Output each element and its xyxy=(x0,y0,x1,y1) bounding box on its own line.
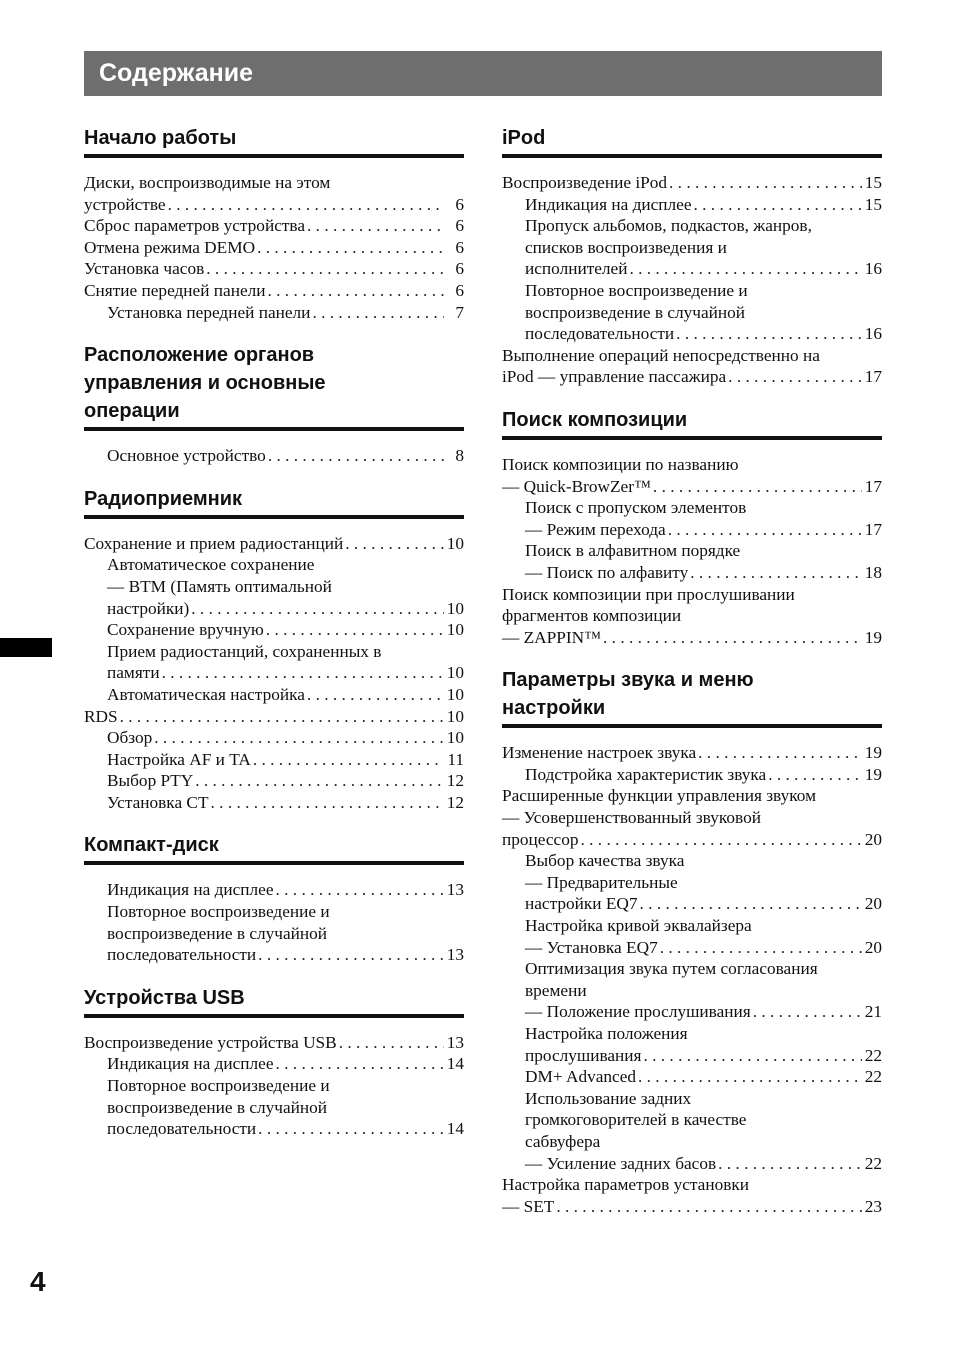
entry-page: 20 xyxy=(864,937,882,957)
toc-entry[interactable] xyxy=(502,1023,882,1066)
section-heading: iPod xyxy=(502,124,882,158)
entry-page: 6 xyxy=(455,216,464,236)
section-heading-line: настройки xyxy=(502,697,606,720)
entry-text-line: Оптимизация звука путем согласования xyxy=(525,959,818,979)
toc-entry[interactable] xyxy=(502,194,882,216)
toc-entry[interactable] xyxy=(84,554,464,619)
toc-section-radio xyxy=(84,485,464,814)
entry-title: Воспроизведение устройства USB xyxy=(84,1032,337,1052)
entry-page: 7 xyxy=(455,302,464,322)
entry-page: 6 xyxy=(455,194,464,214)
toc-entry[interactable] xyxy=(84,792,464,814)
entry-page: 19 xyxy=(864,627,882,647)
toc-section-sound xyxy=(502,666,882,1217)
entry-page: 10 xyxy=(446,684,464,704)
entry-title: Сброс параметров устройства xyxy=(84,216,306,236)
toc-entry[interactable] xyxy=(502,215,882,280)
entry-page: 10 xyxy=(446,706,464,726)
toc-right-column xyxy=(502,124,882,1235)
entry-page: 23 xyxy=(864,1196,882,1216)
toc-entry[interactable] xyxy=(502,1066,882,1088)
entry-title: Сохранение вручную xyxy=(107,620,264,640)
entry-text-line: Выполнение операций непосредственно на xyxy=(502,345,820,365)
toc-entry[interactable] xyxy=(84,1032,464,1054)
entry-page: 19 xyxy=(864,743,882,763)
toc-section-ipod xyxy=(502,124,882,388)
toc-entry[interactable] xyxy=(502,454,882,497)
toc-entry[interactable] xyxy=(84,237,464,259)
section-heading-line: Параметры звука и меню xyxy=(502,669,754,692)
entry-text-line: Повторное воспроизведение и xyxy=(525,280,748,300)
entry-text-line: Прием радиостанций, сохраненных в xyxy=(107,641,382,661)
entry-title: Установка часов xyxy=(84,259,205,279)
toc-entry[interactable] xyxy=(84,445,464,467)
entry-title: — Установка EQ7 xyxy=(525,937,658,957)
entry-page: 10 xyxy=(446,620,464,640)
entry-text-line: Поиск композиции по названию xyxy=(502,454,739,474)
toc-entry[interactable] xyxy=(84,172,464,215)
entry-title: — Режим перехода xyxy=(525,519,666,539)
entry-page: 15 xyxy=(864,173,882,192)
entry-page: 20 xyxy=(864,894,882,914)
entry-title: — Усиление задних басов xyxy=(525,1153,717,1173)
entry-text-line: фрагментов композиции xyxy=(502,606,682,626)
section-heading-line: операции xyxy=(84,400,180,423)
entry-page: 17 xyxy=(864,519,882,539)
entry-page: 19 xyxy=(864,764,882,784)
entry-page: 14 xyxy=(446,1054,464,1074)
toc-entry[interactable] xyxy=(84,280,464,302)
entry-page: 17 xyxy=(864,476,882,496)
toc-entry[interactable] xyxy=(84,684,464,706)
toc-entry[interactable] xyxy=(84,901,464,966)
toc-entry[interactable] xyxy=(502,172,882,194)
entry-text-line: воспроизведение в случайной xyxy=(525,302,745,322)
entry-page: 22 xyxy=(864,1067,882,1087)
entry-title: Сохранение и прием радиостанций xyxy=(84,533,344,553)
entry-page: 16 xyxy=(864,259,882,279)
entry-title: — Quick-BrowZer™ xyxy=(502,476,651,496)
toc-left-column xyxy=(84,124,464,1158)
entry-page: 21 xyxy=(864,1002,882,1022)
toc-entry[interactable] xyxy=(502,1174,882,1217)
section-heading xyxy=(502,666,882,728)
entry-text-line: Использование задних xyxy=(525,1088,692,1108)
entry-page: 13 xyxy=(446,1032,464,1052)
entry-title: Индикация на дисплее xyxy=(525,194,692,214)
entry-title: устройстве xyxy=(84,194,166,214)
entry-page: 14 xyxy=(446,1119,464,1139)
entry-title: Установка CT xyxy=(107,792,209,812)
toc-section-controls xyxy=(84,341,464,467)
entry-title: Настройка AF и TA xyxy=(107,749,251,769)
entry-text-line: Поиск с пропуском элементов xyxy=(525,498,747,518)
entry-title: Выбор PTY xyxy=(107,771,194,791)
entry-text-line: воспроизведение в случайной xyxy=(107,1097,327,1117)
entry-title: — Поиск по алфавиту xyxy=(525,562,689,582)
toc-entry[interactable] xyxy=(84,641,464,684)
entry-page: 18 xyxy=(864,562,882,582)
entry-title: Изменение настроек звука xyxy=(502,743,697,763)
section-heading xyxy=(84,341,464,431)
toc-entry[interactable] xyxy=(84,879,464,901)
entry-text-line: списков воспроизведения и xyxy=(525,237,727,257)
toc-entry[interactable] xyxy=(84,533,464,555)
entry-page: 12 xyxy=(446,792,464,812)
entry-title: — SET xyxy=(502,1196,555,1216)
entry-title: Воспроизведение iPod xyxy=(502,173,668,192)
entry-page: 13 xyxy=(446,880,464,900)
entry-text-line: Настройка параметров установки xyxy=(502,1175,750,1195)
toc-entry[interactable] xyxy=(502,540,882,583)
entry-page: 6 xyxy=(455,259,464,279)
entry-text-line: Настройка кривой эквалайзера xyxy=(525,916,752,936)
toc-entry[interactable] xyxy=(84,1075,464,1140)
entry-text-line: сабвуфера xyxy=(525,1131,601,1151)
entry-text-line: Поиск композиции при прослушивании xyxy=(502,584,795,604)
entry-title: прослушивания xyxy=(525,1045,642,1065)
entry-text-line: Выбор качества звука xyxy=(525,851,685,871)
entry-title: процессор xyxy=(502,829,579,849)
entry-title: последовательности xyxy=(107,945,257,965)
entry-page: 11 xyxy=(447,749,464,769)
entry-title: последовательности xyxy=(107,1119,257,1139)
toc-entry[interactable] xyxy=(502,742,882,764)
toc-entry[interactable] xyxy=(502,764,882,786)
toc-entry[interactable] xyxy=(84,619,464,641)
entry-text-line: громкоговорителей в качестве xyxy=(525,1110,747,1130)
toc-section-search xyxy=(502,406,882,648)
toc-section-getting-started xyxy=(84,124,464,323)
entry-page: 6 xyxy=(455,280,464,300)
section-heading-line: управления и основные xyxy=(84,372,326,395)
entry-title: настройки) xyxy=(107,598,190,618)
entry-title: DM+ Advanced xyxy=(525,1067,637,1087)
toc-entry[interactable] xyxy=(502,850,882,915)
entry-title: памяти xyxy=(107,663,160,683)
entry-text-line: — Усовершенствованный звуковой xyxy=(502,808,761,828)
entry-title: — Положение прослушивания xyxy=(525,1002,751,1022)
section-tab-marker xyxy=(0,638,52,657)
entry-title: — ZAPPIN™ xyxy=(502,627,602,647)
toc-entry[interactable] xyxy=(502,497,882,540)
entry-text-line: воспроизведение в случайной xyxy=(107,923,327,943)
entry-text-line: Повторное воспроизведение и xyxy=(107,1076,330,1096)
toc-entry[interactable] xyxy=(84,215,464,237)
toc-entry[interactable] xyxy=(502,785,882,850)
entry-title: iPod — управление пассажира xyxy=(502,367,727,387)
entry-title: последовательности xyxy=(525,324,675,344)
entry-text-line: Настройка положения xyxy=(525,1024,688,1043)
toc-entry[interactable] xyxy=(502,1088,882,1174)
toc-section-cd xyxy=(84,831,464,965)
toc-entry[interactable] xyxy=(502,958,882,1023)
entry-text-line: Повторное воспроизведение и xyxy=(107,902,330,922)
page-title: Содержание xyxy=(84,51,882,96)
entry-text-line: Пропуск альбомов, подкастов, жанров, xyxy=(525,216,812,236)
entry-page: 15 xyxy=(864,194,882,214)
entry-title: Установка передней панели xyxy=(107,302,311,322)
section-heading-line: Расположение органов xyxy=(84,344,315,367)
entry-page: 6 xyxy=(455,237,464,257)
entry-text-line: времени xyxy=(525,980,587,1000)
entry-page: 12 xyxy=(446,771,464,791)
toc-entry[interactable] xyxy=(502,345,882,388)
entry-title: Обзор xyxy=(107,728,153,748)
section-heading: Начало работы xyxy=(84,124,464,158)
section-heading: Поиск композиции xyxy=(502,406,882,440)
toc-entry[interactable] xyxy=(84,258,464,280)
toc-entry[interactable] xyxy=(84,706,464,728)
entry-title: исполнителей xyxy=(525,259,628,279)
entry-page: 8 xyxy=(455,446,464,466)
entry-title: Индикация на дисплее xyxy=(107,880,274,900)
entry-page: 20 xyxy=(864,829,882,849)
page-number: 4 xyxy=(30,1266,46,1297)
entry-page: 10 xyxy=(446,663,464,683)
entry-title: настройки EQ7 xyxy=(525,894,638,914)
entry-title: Индикация на дисплее xyxy=(107,1054,274,1074)
entry-page: 10 xyxy=(446,728,464,748)
section-heading: Устройства USB xyxy=(84,984,464,1018)
entry-text-line: Расширенные функции управления звуком xyxy=(502,786,817,806)
entry-text-line: — BTM (Память оптимальной xyxy=(107,576,332,596)
section-heading: Радиоприемник xyxy=(84,485,464,519)
entry-page: 22 xyxy=(864,1153,882,1173)
entry-page: 10 xyxy=(446,598,464,618)
entry-title: RDS xyxy=(84,706,118,726)
entry-page: 10 xyxy=(446,533,464,553)
toc-entry[interactable] xyxy=(84,749,464,771)
entry-title: Автоматическая настройка xyxy=(107,684,305,704)
entry-page: 13 xyxy=(446,945,464,965)
toc-entry[interactable] xyxy=(502,280,882,345)
entry-text-line: — Предварительные xyxy=(525,872,678,892)
toc-entry[interactable] xyxy=(84,727,464,749)
entry-page: 22 xyxy=(864,1045,882,1065)
toc-section-usb xyxy=(84,984,464,1140)
entry-text-line: Автоматическое сохранение xyxy=(107,555,315,575)
entry-title: Снятие передней панели xyxy=(84,280,266,300)
toc-entry[interactable] xyxy=(84,770,464,792)
entry-text-line: Поиск в алфавитном порядке xyxy=(525,541,741,561)
entry-text-line: Диски, воспроизводимые на этом xyxy=(84,173,331,192)
toc-entry[interactable] xyxy=(84,1053,464,1075)
entry-title: Основное устройство xyxy=(107,446,266,466)
entry-title: Подстройка характеристик звука xyxy=(525,764,767,784)
entry-title: Отмена режима DEMO xyxy=(84,237,256,257)
toc-entry[interactable] xyxy=(502,584,882,649)
toc-entry[interactable] xyxy=(502,915,882,958)
entry-page: 17 xyxy=(864,367,882,387)
section-heading: Компакт-диск xyxy=(84,831,464,865)
toc-entry[interactable] xyxy=(84,302,464,324)
entry-page: 16 xyxy=(864,324,882,344)
